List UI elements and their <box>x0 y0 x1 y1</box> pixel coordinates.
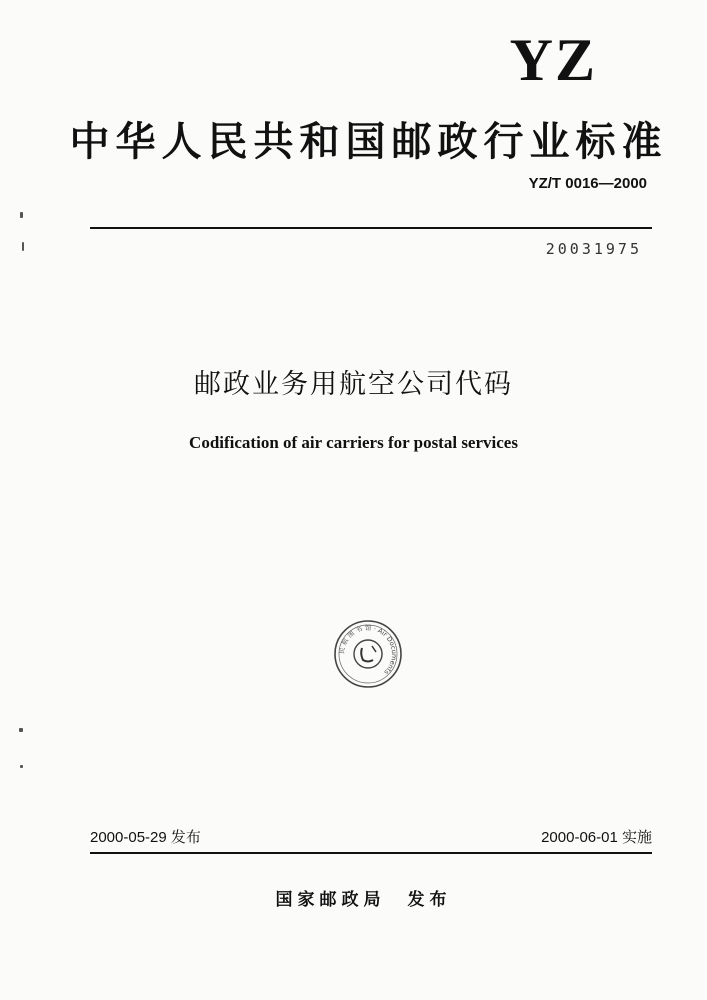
standard-logo: YZ <box>509 27 597 93</box>
footer-divider <box>90 852 652 854</box>
document-title-english: Codification of air carriers for postal services <box>189 433 518 452</box>
standard-category-title: 中华人民共和国邮政行业标准 <box>69 119 668 165</box>
scan-speck <box>20 212 23 218</box>
scan-speck <box>20 765 23 768</box>
archive-number: 20031975 <box>545 240 642 258</box>
standard-number: YZ/T 0016—2000 <box>528 175 647 192</box>
scan-speck <box>22 242 24 251</box>
issue-date: 2000-05-29 发布 <box>90 829 201 846</box>
stamp-ring-text: 民 航 图 书 馆 · Air Documents <box>337 623 399 677</box>
publisher: 国家邮政局 发布 <box>275 890 452 910</box>
header-divider <box>90 227 652 229</box>
implementation-date: 2000-06-01 实施 <box>541 829 652 846</box>
scan-speck <box>19 728 23 732</box>
library-stamp-seal <box>332 618 404 690</box>
document-title-chinese: 邮政业务用航空公司代码 <box>194 369 513 400</box>
